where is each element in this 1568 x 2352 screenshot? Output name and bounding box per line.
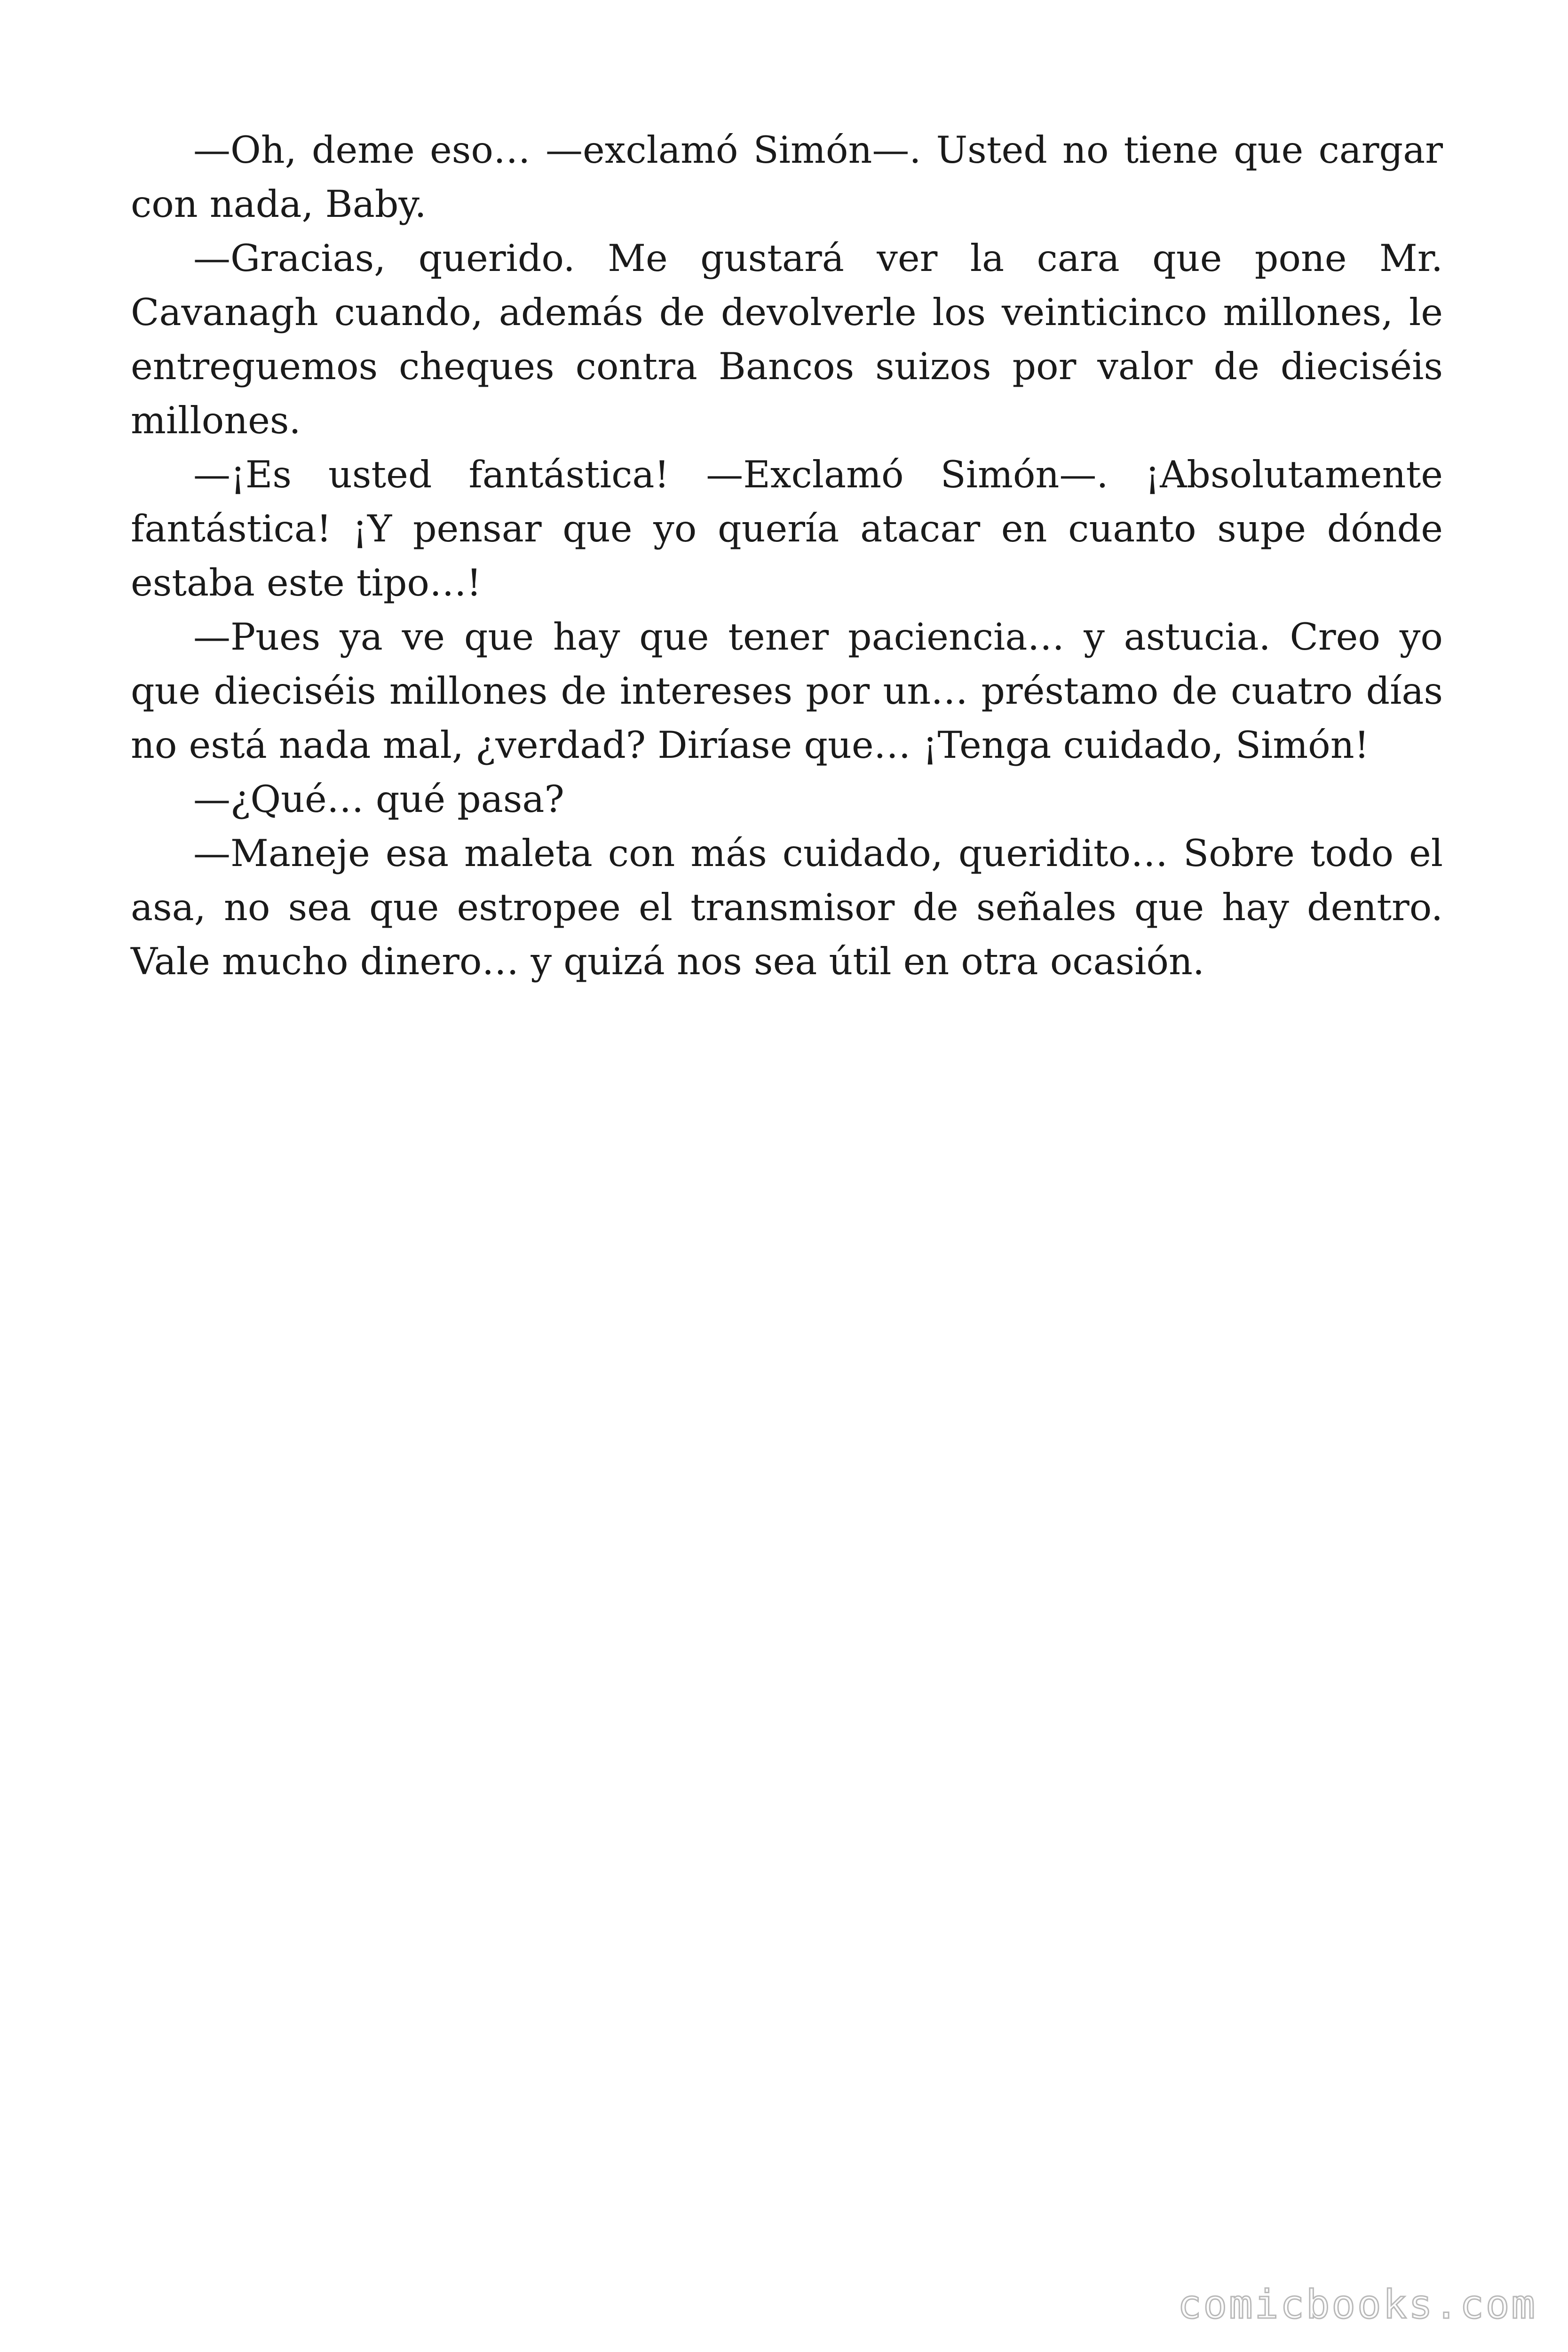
paragraph: —Oh, deme eso… —exclamó Simón—. Usted no tiene que cargar con nada, Baby.	[131, 128, 1443, 226]
body-text	[131, 123, 1443, 989]
paragraph: —Pues ya ve que hay que tener paciencia… y astucia. Creo yo que dieciséis millones de intereses por un… préstamo de cuatro días no está nada mal, ¿verdad? Diríase que… ¡Tenga cuidado, Simón!	[131, 615, 1443, 767]
paragraph: —¿Qué… qué pasa?	[193, 778, 564, 821]
paragraph: —Gracias, querido. Me gustará ver la cara que pone Mr. Cavanagh cuando, además de devolverle los veinticinco millones, le entreguemos cheques contra Bancos suizos por valor de dieciséis millones.	[131, 237, 1443, 442]
watermark: comicbooks.com	[1177, 2281, 1537, 2328]
paragraph: —¡Es usted fantástica! —Exclamó Simón—. ¡Absolutamente fantástica! ¡Y pensar que yo quería atacar en cuanto supe dónde estaba este tipo…!	[131, 453, 1443, 604]
paragraph: —Maneje esa maleta con más cuidado, queridito… Sobre todo el asa, no sea que estropee el transmisor de señales que hay dentro. Vale mucho dinero… y quizá nos sea útil en otra ocasión.	[131, 832, 1443, 983]
